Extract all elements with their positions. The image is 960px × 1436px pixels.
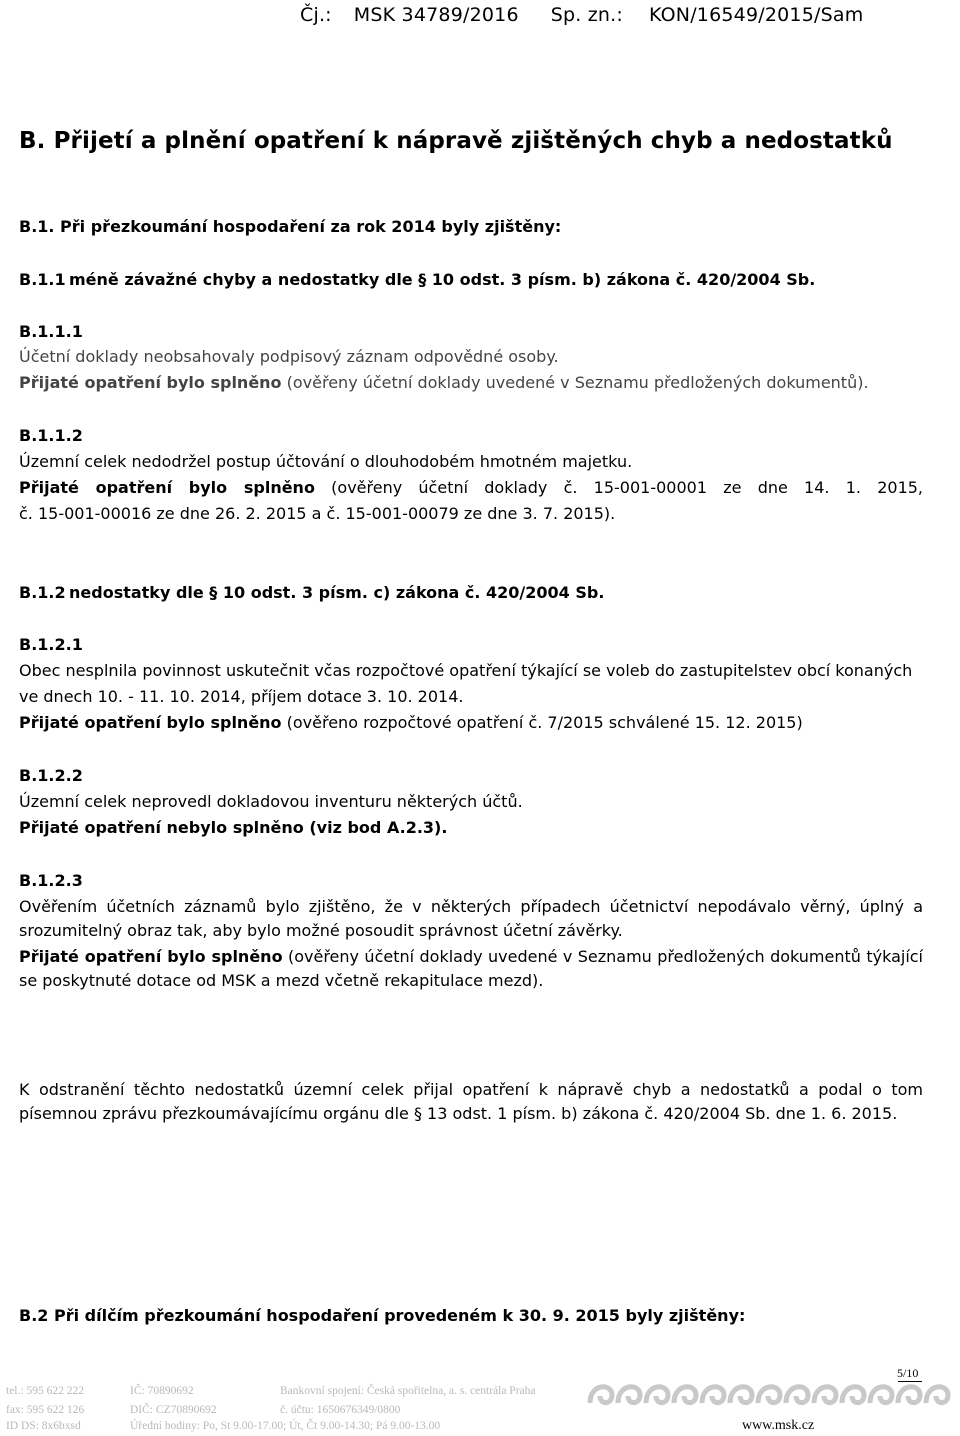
item-b112-result bbox=[19, 478, 923, 497]
logo-loop bbox=[898, 1387, 920, 1403]
section-b11-title: méně závažné chyby a nedostatky dle § 10 odst. 3 písm. b) zákona č. 420/2004 Sb. bbox=[69, 270, 816, 289]
item-b123-detail: (ověřeny účetní doklady uvedené v Seznamu předložených dokumentů týkající se poskytnuté dotace od MSK a mezd včetně rekapitulace mezd). bbox=[19, 947, 923, 990]
footer-office-hours: Úřední hodiny: Po, St 9.00-17.00; Út, Čt 9.00-14.30; Pá 9.00-13.00 bbox=[130, 1420, 441, 1432]
ref-label: Čj.: bbox=[300, 4, 332, 26]
item-b121-detail: (ověřeno rozpočtové opatření č. 7/2015 schválené 15. 12. 2015) bbox=[281, 713, 803, 732]
footer-ic: IČ: 70890692 bbox=[130, 1385, 194, 1397]
logo-loop bbox=[758, 1387, 780, 1403]
section-b11-number: B.1.1 bbox=[19, 270, 66, 289]
item-b121-finding-line1: Obec nesplnila povinnost uskutečnit včas rozpočtové opatření týkající se voleb do zastupitelstev obcí konaných bbox=[19, 661, 913, 680]
footer-dic: DIČ: CZ70890692 bbox=[130, 1404, 217, 1416]
closing-paragraph: K odstranění těchto nedostatků územní celek přijal opatření k nápravě chyb a nedostatků a podal o tom písemnou zprávu přezkoumávajícímu orgánu dle § 13 odst. 1 písm. b) zákona č. 420/2004 Sb. dne 1. 6. 2015. bbox=[19, 1080, 923, 1123]
footer-fax: fax: 595 622 126 bbox=[6, 1404, 85, 1416]
item-b111-finding: Účetní doklady neobsahovaly podpisový záznam odpovědné osoby. bbox=[19, 347, 559, 366]
item-b111-code: B.1.1.1 bbox=[19, 322, 83, 341]
logo-loop bbox=[702, 1387, 724, 1403]
item-b111-result bbox=[19, 373, 869, 392]
item-b112-status: Přijaté opatření bylo splněno bbox=[19, 478, 315, 497]
footer-data-box: ID DS: 8x6bxsd bbox=[6, 1420, 81, 1432]
item-b112-detail: (ověřeny účetní doklady č. 15-001-00001 ze dne 14. 1. 2015, bbox=[314, 478, 924, 497]
item-b112-finding: Územní celek nedodržel postup účtování o dlouhodobém hmotném majetku. bbox=[19, 452, 633, 471]
logo-loop bbox=[814, 1387, 836, 1403]
file-value: KON/16549/2015/Sam bbox=[649, 4, 864, 26]
footer-bank: Bankovní spojení: Česká spořitelna, a. s. centrála Praha bbox=[280, 1385, 536, 1397]
item-b123-result bbox=[19, 945, 923, 993]
logo-loop bbox=[870, 1387, 892, 1403]
section-b12-heading bbox=[19, 583, 604, 602]
footer-account: č. účtu: 1650676349/0800 bbox=[280, 1404, 401, 1416]
main-heading: B. Přijetí a plnění opatření k nápravě zjištěných chyb a nedostatků bbox=[19, 128, 893, 154]
logo-loop bbox=[926, 1387, 948, 1403]
file-label: Sp. zn.: bbox=[550, 4, 624, 26]
item-b112-detail-continued: č. 15-001-00016 ze dne 26. 2. 2015 a č. 15-001-00079 ze dne 3. 7. 2015). bbox=[19, 504, 616, 523]
item-b123-code: B.1.2.3 bbox=[19, 871, 83, 890]
logo-loop bbox=[730, 1387, 752, 1403]
item-b122-status: Přijaté opatření nebylo splněno (viz bod A.2.3). bbox=[19, 818, 448, 837]
item-b123-finding: Ověřením účetních záznamů bylo zjištěno, že v některých případech účetnictví nepodávalo věrný, úplný a srozumitelný obraz tak, aby bylo možné posoudit správnost účetní závěrky. bbox=[19, 897, 923, 940]
logo-loop bbox=[842, 1387, 864, 1403]
item-b123-status: Přijaté opatření bylo splněno bbox=[19, 947, 283, 966]
logo-loop bbox=[590, 1387, 612, 1403]
logo-loop bbox=[618, 1387, 640, 1403]
ref-value: MSK 34789/2016 bbox=[353, 4, 519, 26]
item-b121-status: Přijaté opatření bylo splněno bbox=[19, 713, 282, 732]
item-b121-code: B.1.2.1 bbox=[19, 635, 83, 654]
item-b112-code: B.1.1.2 bbox=[19, 426, 83, 445]
logo-loop bbox=[786, 1387, 808, 1403]
footer-tel: tel.: 595 622 222 bbox=[6, 1385, 84, 1397]
page-number: 5/10 bbox=[897, 1366, 919, 1380]
document-reference-header bbox=[300, 4, 890, 26]
item-b111-detail: (ověřeny účetní doklady uvedené v Seznamu předložených dokumentů). bbox=[281, 373, 869, 392]
section-b12-number: B.1.2 bbox=[19, 583, 66, 602]
region-logo-pattern bbox=[584, 1379, 954, 1413]
section-b1-heading: B.1. Při přezkoumání hospodaření za rok 2014 byly zjištěny: bbox=[19, 217, 562, 236]
section-b12-title: nedostatky dle § 10 odst. 3 písm. c) zákona č. 420/2004 Sb. bbox=[69, 583, 605, 602]
item-b121-result bbox=[19, 713, 803, 732]
item-b111-status: Přijaté opatření bylo splněno bbox=[19, 373, 282, 392]
item-b122-code: B.1.2.2 bbox=[19, 766, 83, 785]
website-link[interactable]: www.msk.cz bbox=[742, 1418, 815, 1433]
logo-loop bbox=[646, 1387, 668, 1403]
logo-loop bbox=[674, 1387, 696, 1403]
item-b121-finding-line2: ve dnech 10. - 11. 10. 2014, příjem dotace 3. 10. 2014. bbox=[19, 687, 464, 706]
section-b11-heading bbox=[19, 270, 815, 289]
section-b2-heading: B.2 Při dílčím přezkoumání hospodaření provedeném k 30. 9. 2015 byly zjištěny: bbox=[19, 1306, 746, 1325]
item-b122-finding: Územní celek neprovedl dokladovou inventuru některých účtů. bbox=[19, 792, 523, 811]
